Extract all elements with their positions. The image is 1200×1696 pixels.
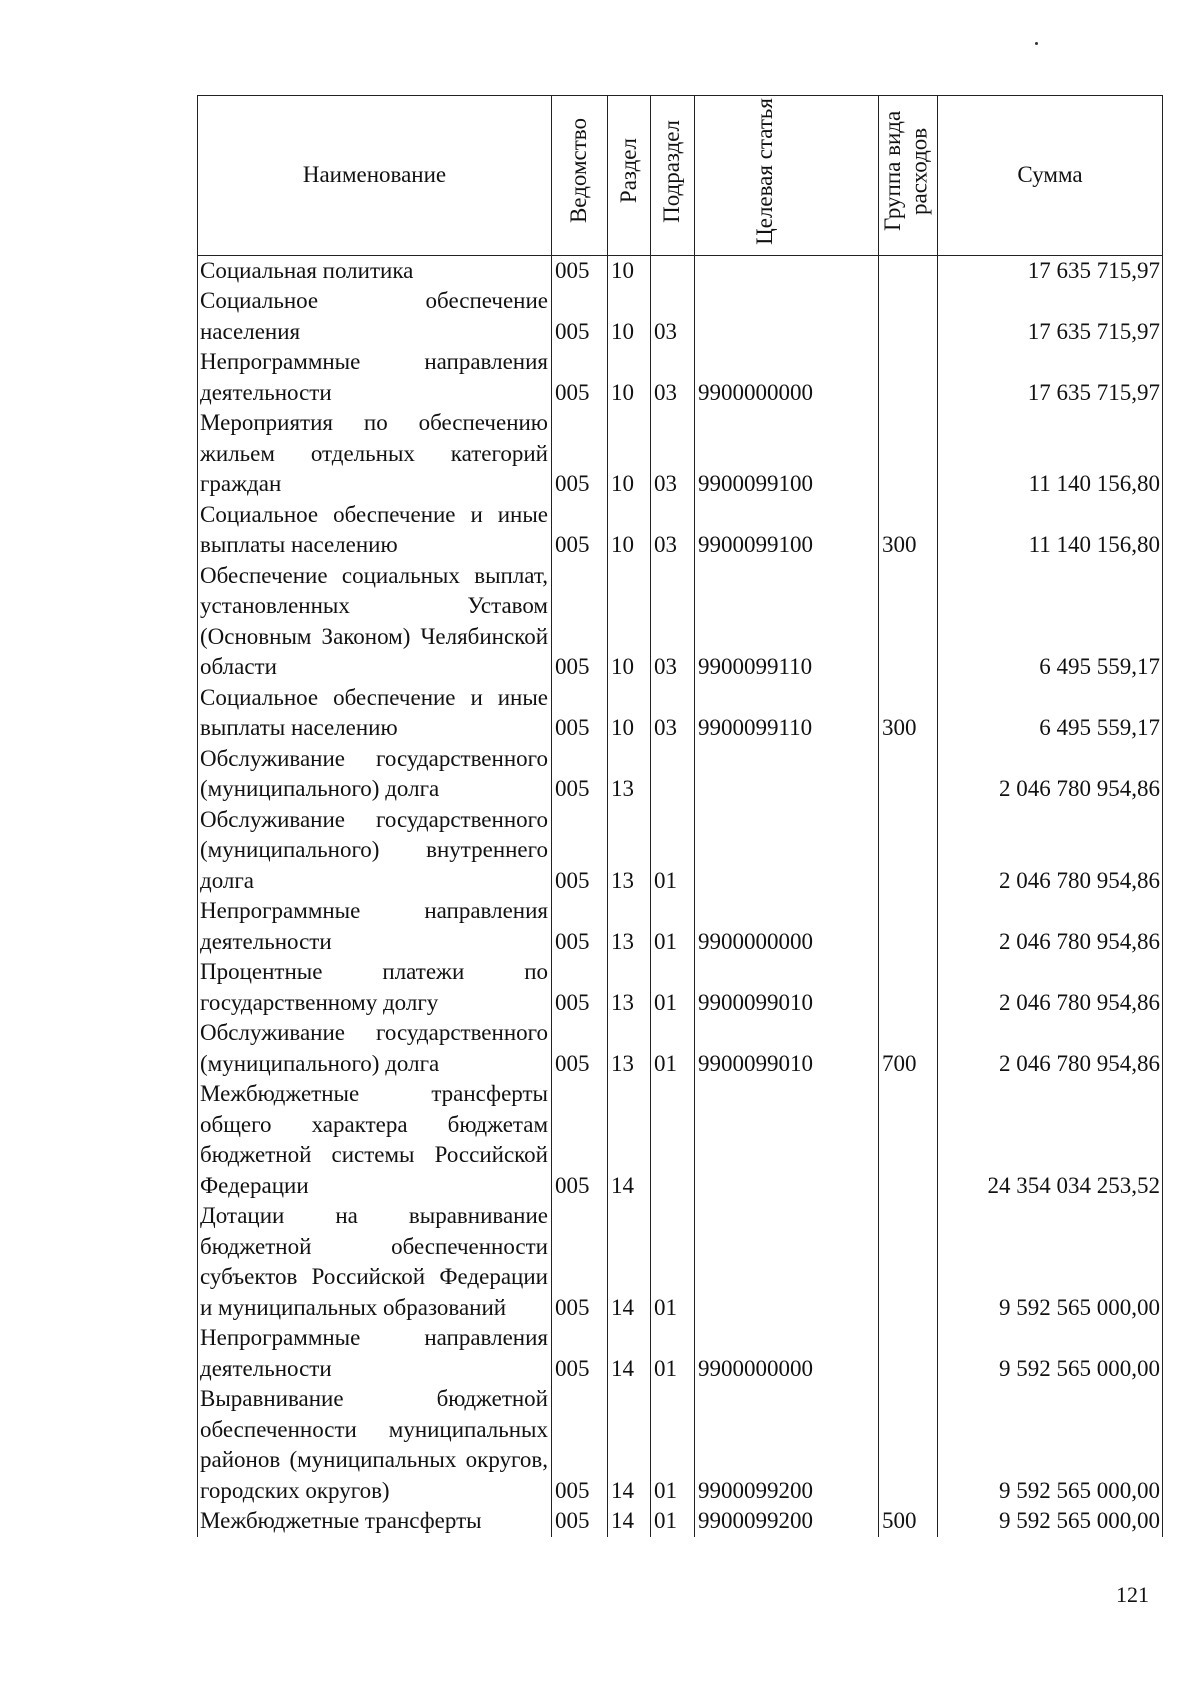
row-name: Непрограммные направления деятельности [198,347,552,408]
row-razdel: 14 [608,1079,651,1201]
row-tselevaya-statya [695,744,879,805]
row-summa: 9 592 565 000,00 [938,1201,1163,1323]
row-summa: 9 592 565 000,00 [938,1323,1163,1384]
row-podrazdel [651,744,695,805]
row-tselevaya-statya: 9900099200 [695,1384,879,1506]
row-vedomstvo: 005 [552,500,608,561]
row-summa: 24 354 034 253,52 [938,1079,1163,1201]
row-razdel: 13 [608,805,651,897]
row-vedomstvo: 005 [552,286,608,347]
table-row [198,561,1163,683]
row-name: Обслуживание государственного (муниципального) внутреннего долга [198,805,552,897]
row-gruppa-vida-rashodov: 500 [879,1506,938,1537]
row-vedomstvo: 005 [552,744,608,805]
row-summa: 2 046 780 954,86 [938,805,1163,897]
row-tselevaya-statya: 9900000000 [695,896,879,957]
row-vedomstvo: 005 [552,1323,608,1384]
row-summa: 9 592 565 000,00 [938,1384,1163,1506]
row-razdel: 14 [608,1201,651,1323]
row-gruppa-vida-rashodov [879,347,938,408]
row-razdel: 14 [608,1506,651,1537]
row-vedomstvo: 005 [552,1384,608,1506]
row-gruppa-vida-rashodov: 300 [879,500,938,561]
row-podrazdel [651,255,695,286]
row-vedomstvo: 005 [552,1506,608,1537]
row-gruppa-vida-rashodov [879,286,938,347]
table-row [198,1384,1163,1506]
row-name: Социальная политика [198,255,552,286]
row-name: Процентные платежи по государственному долгу [198,957,552,1018]
row-summa: 17 635 715,97 [938,347,1163,408]
row-summa: 17 635 715,97 [938,286,1163,347]
header-tselevaya-statya: Целевая статья [695,96,879,256]
row-podrazdel: 03 [651,347,695,408]
row-name: Социальное обеспечение и иные выплаты населению [198,683,552,744]
row-summa: 11 140 156,80 [938,408,1163,500]
row-razdel: 10 [608,683,651,744]
row-podrazdel: 01 [651,957,695,1018]
row-tselevaya-statya: 9900000000 [695,1323,879,1384]
table-row [198,255,1163,286]
row-name: Межбюджетные трансферты общего характера бюджетам бюджетной системы Российской Федерации [198,1079,552,1201]
row-podrazdel: 01 [651,1384,695,1506]
row-razdel: 14 [608,1323,651,1384]
row-gruppa-vida-rashodov [879,1323,938,1384]
table-row [198,805,1163,897]
row-gruppa-vida-rashodov: 700 [879,1018,938,1079]
row-vedomstvo: 005 [552,408,608,500]
row-razdel: 13 [608,744,651,805]
row-razdel: 13 [608,957,651,1018]
row-gruppa-vida-rashodov [879,561,938,683]
table-row [198,744,1163,805]
table-row [198,1323,1163,1384]
row-tselevaya-statya: 9900099100 [695,408,879,500]
row-vedomstvo: 005 [552,561,608,683]
scan-speck [1035,42,1038,45]
header-gruppa-vida-rashodov: Группа вида расходов [879,96,938,256]
budget-table [197,95,1163,1537]
row-podrazdel: 03 [651,683,695,744]
header-vedomstvo: Ведомство [552,96,608,256]
row-gruppa-vida-rashodov [879,408,938,500]
row-tselevaya-statya [695,255,879,286]
row-podrazdel: 01 [651,1201,695,1323]
row-name: Обслуживание государственного (муниципального) долга [198,1018,552,1079]
row-tselevaya-statya: 9900099110 [695,683,879,744]
row-podrazdel: 01 [651,805,695,897]
row-tselevaya-statya [695,286,879,347]
row-vedomstvo: 005 [552,1201,608,1323]
row-summa: 6 495 559,17 [938,683,1163,744]
row-name: Мероприятия по обеспечению жильем отдельных категорий граждан [198,408,552,500]
table-row [198,1506,1163,1537]
row-podrazdel: 01 [651,1323,695,1384]
row-razdel: 10 [608,408,651,500]
row-gruppa-vida-rashodov [879,1201,938,1323]
table-row [198,1201,1163,1323]
row-gruppa-vida-rashodov [879,744,938,805]
row-tselevaya-statya [695,1079,879,1201]
row-tselevaya-statya: 9900099200 [695,1506,879,1537]
row-gruppa-vida-rashodov [879,896,938,957]
row-razdel: 13 [608,896,651,957]
row-gruppa-vida-rashodov [879,1079,938,1201]
row-vedomstvo: 005 [552,896,608,957]
table-row [198,500,1163,561]
row-vedomstvo: 005 [552,957,608,1018]
row-tselevaya-statya: 9900099010 [695,1018,879,1079]
table-header-row [198,96,1163,256]
row-gruppa-vida-rashodov [879,255,938,286]
table-row [198,347,1163,408]
table-row [198,896,1163,957]
row-podrazdel: 01 [651,1018,695,1079]
row-podrazdel: 03 [651,561,695,683]
row-razdel: 10 [608,255,651,286]
table-row [198,408,1163,500]
row-podrazdel: 01 [651,896,695,957]
row-gruppa-vida-rashodov: 300 [879,683,938,744]
row-name: Обеспечение социальных выплат, установленных Уставом (Основным Законом) Челябинской области [198,561,552,683]
row-summa: 6 495 559,17 [938,561,1163,683]
row-gruppa-vida-rashodov [879,805,938,897]
row-vedomstvo: 005 [552,805,608,897]
row-summa: 11 140 156,80 [938,500,1163,561]
row-name: Непрограммные направления деятельности [198,1323,552,1384]
table-row [198,286,1163,347]
row-summa: 2 046 780 954,86 [938,1018,1163,1079]
header-name: Наименование [198,96,552,256]
row-gruppa-vida-rashodov [879,957,938,1018]
row-podrazdel: 03 [651,500,695,561]
row-name: Непрограммные направления деятельности [198,896,552,957]
row-vedomstvo: 005 [552,683,608,744]
row-name: Дотации на выравнивание бюджетной обеспеченности субъектов Российской Федерации и муниципальных образований [198,1201,552,1323]
row-razdel: 13 [608,1018,651,1079]
page-number: 121 [1116,1582,1149,1607]
row-razdel: 10 [608,347,651,408]
row-name: Межбюджетные трансферты [198,1506,552,1537]
row-tselevaya-statya [695,805,879,897]
row-razdel: 10 [608,286,651,347]
table-row [198,1079,1163,1201]
table-row [198,1018,1163,1079]
header-podrazdel: Подраздел [651,96,695,256]
row-name: Социальное обеспечение и иные выплаты населению [198,500,552,561]
row-tselevaya-statya: 9900099100 [695,500,879,561]
row-podrazdel: 01 [651,1506,695,1537]
row-name: Обслуживание государственного (муниципального) долга [198,744,552,805]
row-vedomstvo: 005 [552,1018,608,1079]
row-vedomstvo: 005 [552,255,608,286]
row-tselevaya-statya: 9900099010 [695,957,879,1018]
table-row [198,683,1163,744]
row-summa: 2 046 780 954,86 [938,896,1163,957]
row-name: Выравнивание бюджетной обеспеченности муниципальных районов (муниципальных округов, городских округов) [198,1384,552,1506]
row-vedomstvo: 005 [552,1079,608,1201]
row-summa: 9 592 565 000,00 [938,1506,1163,1537]
row-podrazdel [651,1079,695,1201]
row-summa: 17 635 715,97 [938,255,1163,286]
row-summa: 2 046 780 954,86 [938,744,1163,805]
row-vedomstvo: 005 [552,347,608,408]
row-tselevaya-statya: 9900000000 [695,347,879,408]
table-row [198,957,1163,1018]
row-podrazdel: 03 [651,286,695,347]
row-razdel: 10 [608,561,651,683]
header-summa: Сумма [938,96,1163,256]
row-summa: 2 046 780 954,86 [938,957,1163,1018]
row-podrazdel: 03 [651,408,695,500]
row-razdel: 14 [608,1384,651,1506]
row-name: Социальное обеспечение населения [198,286,552,347]
row-tselevaya-statya [695,1201,879,1323]
row-tselevaya-statya: 9900099110 [695,561,879,683]
row-gruppa-vida-rashodov [879,1384,938,1506]
header-razdel: Раздел [608,96,651,256]
row-razdel: 10 [608,500,651,561]
